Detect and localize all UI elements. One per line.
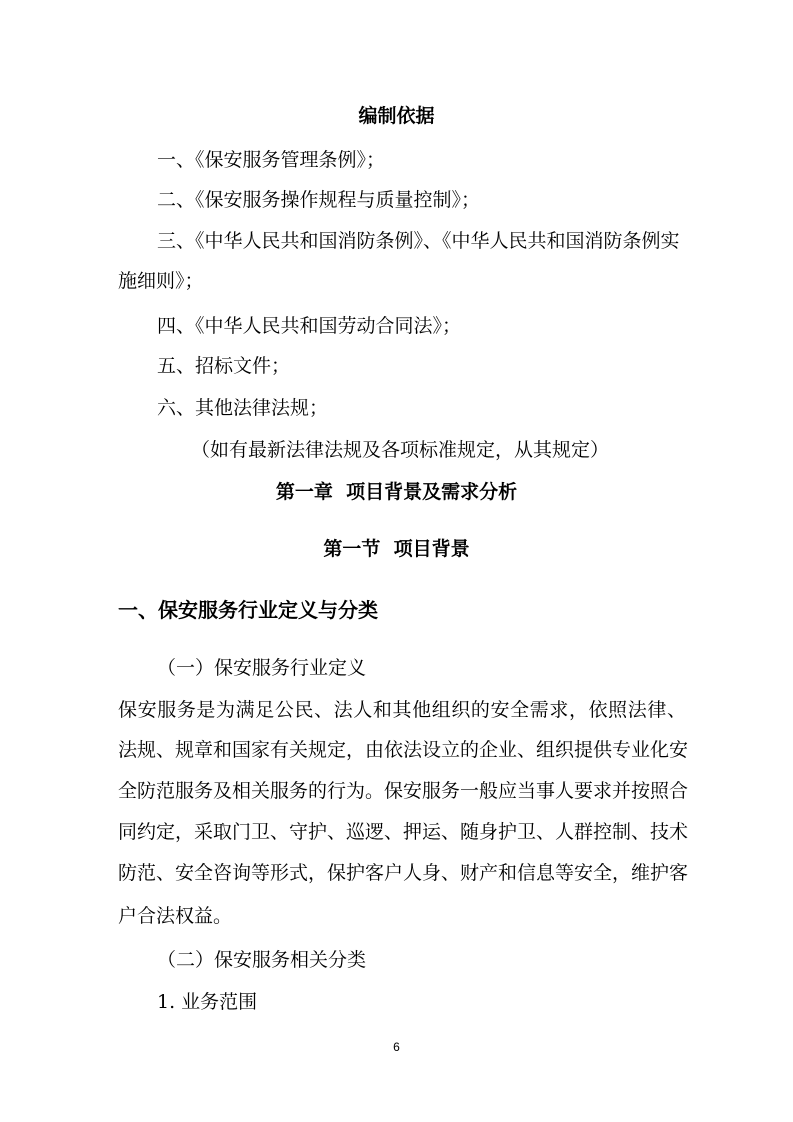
sub-heading-2: （二）保安服务相关分类 — [157, 949, 367, 971]
basis-item-5: 五、招标文件； — [157, 355, 291, 377]
basis-item-3: 三、《中华人民共和国消防条例》、《中华人民共和国消防条例实 — [157, 230, 680, 252]
sub-heading-1: （一）保安服务行业定义 — [157, 657, 367, 679]
page-number: 6 — [393, 1040, 400, 1054]
heading-1: 一、保安服务行业定义与分类 — [118, 598, 378, 622]
paragraph-line-5: 防范、安全咨询等形式，保护客户人身、财产和信息等安全，维护客 — [118, 862, 689, 884]
basis-note: （如有最新法律法规及各项标准规定，从其规定） — [191, 439, 610, 461]
basis-title: 编制依据 — [358, 105, 435, 127]
basis-item-6: 六、其他法律法规； — [157, 397, 329, 419]
basis-item-2: 二、《保安服务操作规程与质量控制》； — [157, 189, 481, 211]
list-item-business-scope: 1. 业务范围 — [157, 991, 258, 1013]
basis-item-4: 四、《中华人民共和国劳动合同法》； — [157, 315, 462, 337]
section-title: 第一节 项目背景 — [323, 538, 470, 560]
paragraph-line-1: 保安服务是为满足公民、法人和其他组织的安全需求，依照法律、 — [118, 699, 686, 721]
paragraph-line-6: 户合法权益。 — [118, 905, 233, 927]
chapter-title: 第一章 项目背景及需求分析 — [275, 481, 518, 503]
basis-item-1: 一、《保安服务管理条例》； — [157, 149, 386, 171]
paragraph-line-4: 同约定，采取门卫、守护、巡逻、押运、随身护卫、人群控制、技术 — [118, 821, 689, 843]
paragraph-line-2: 法规、规章和国家有关规定，由依法设立的企业、组织提供专业化安 — [118, 739, 689, 761]
basis-item-3-continued: 施细则》； — [118, 270, 204, 292]
paragraph-line-3: 全防范服务及相关服务的行为。保安服务一般应当事人要求并按照合 — [118, 780, 689, 802]
